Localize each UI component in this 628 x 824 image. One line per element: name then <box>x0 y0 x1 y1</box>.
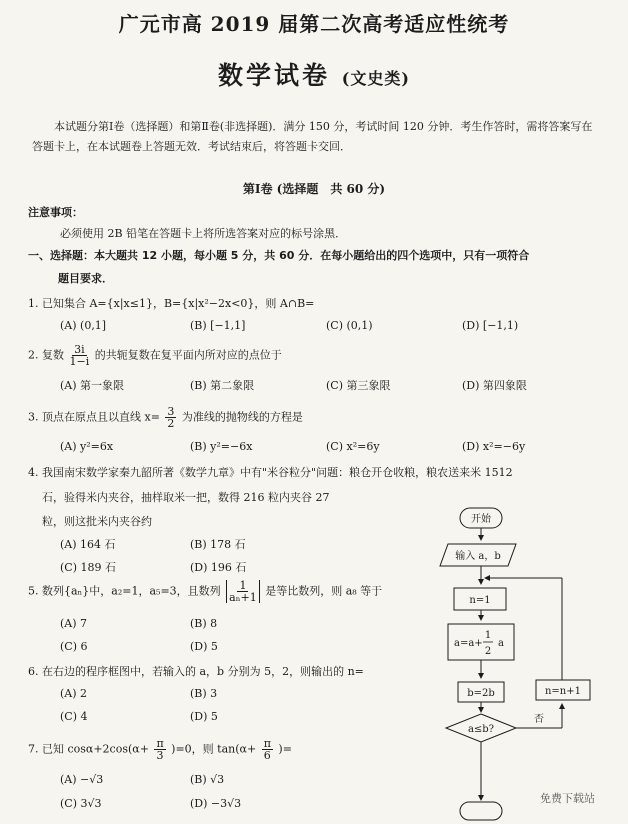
flowchart-decision-label: a≤b? <box>467 724 495 735</box>
notes-text: 必须使用 2B 铅笔在答题卡上将所选答案对应的标号涂黑． <box>60 227 347 240</box>
flowchart-step-a-den: 2 <box>484 646 492 657</box>
q5-pre: 5. 数列{aₙ}中，a₂=1，a₅=3，且数列 <box>28 584 221 598</box>
q5-option-c: (C) 6 <box>60 640 88 653</box>
flowchart-no-label: 否 <box>534 714 544 725</box>
q7-fraction-1 <box>154 738 165 761</box>
subtitle-main: 数学试卷 <box>218 61 331 90</box>
question-1: 1. 已知集合 A={x|x≤1}，B={x|x²−2x<0}，则 A∩B= <box>28 297 315 310</box>
q4-option-c: (C) 189 石 <box>60 561 116 574</box>
q7-fraction-2 <box>262 738 273 761</box>
q2-pre: 2. 复数 <box>28 348 64 362</box>
flowchart-step-b-label: b=2b <box>467 688 495 699</box>
exam-intro: 本试题分第Ⅰ卷（选择题）和第Ⅱ卷(非选择题)．满分 150 分，考试时间 120 分钟．考生作答时，需将答案写在答题卡上，在本试题卷上答题无效．考试结束后，将答题卡交回． <box>32 120 593 153</box>
q3-denominator: 2 <box>167 417 175 430</box>
q3-post: 为准线的抛物线的方程是 <box>181 410 303 424</box>
question-7 <box>28 738 292 761</box>
q7-option-a: (A) −√3 <box>60 773 104 786</box>
q3-option-a: (A) y²=6x <box>60 440 114 453</box>
q3-fraction <box>165 406 176 429</box>
q6-option-b: (B) 3 <box>190 687 218 700</box>
q5-option-a: (A) 7 <box>60 617 88 630</box>
exam-subtitle <box>0 56 628 92</box>
flowchart-end-terminal <box>460 802 502 820</box>
watermark-text: 免费下载站 <box>540 792 595 805</box>
question-3 <box>28 406 303 429</box>
q7-pre: 7. 已知 cosα+2cos(α+ <box>28 742 149 756</box>
program-flowchart <box>430 500 600 824</box>
part1-line1: 一、选择题：本大题共 12 小题，每小题 5 分，共 60 分．在每小题给出的四个选项中，只有一项符合 <box>28 249 530 262</box>
q7-denominator-1: 3 <box>156 749 164 762</box>
q2-denominator: 1−i <box>69 355 90 368</box>
q2-option-b: (B) 第二象限 <box>190 379 255 392</box>
exam-title: 广元市高 2019 届第二次高考适应性统考 <box>118 12 510 36</box>
q7-option-d: (D) −3√3 <box>190 797 242 810</box>
q5-option-b: (B) 8 <box>190 617 218 630</box>
q2-post: 的共轭复数在复平面内所对应的点位于 <box>94 348 282 362</box>
question-4-line-3: 粒，则这批米内夹谷约 <box>42 515 152 528</box>
q2-fraction <box>70 344 90 367</box>
q3-option-d: (D) x²=−6y <box>462 440 526 453</box>
q4-option-d: (D) 196 石 <box>190 561 247 574</box>
q7-numerator-2: π <box>263 737 271 750</box>
q5-post: 是等比数列，则 a₈ 等于 <box>265 584 383 598</box>
q7-mid: )=0，则 tan(α+ <box>171 742 257 756</box>
subtitle-tag: (文史类) <box>341 69 410 88</box>
q7-denominator-2: 6 <box>263 749 271 762</box>
q2-numerator: 3i <box>74 343 85 356</box>
q7-option-c: (C) 3√3 <box>60 797 102 810</box>
q7-option-b: (B) √3 <box>190 773 225 786</box>
flowchart-step-a-label: a=a+ <box>454 638 483 649</box>
q4-option-a: (A) 164 石 <box>60 538 116 551</box>
flowchart-step-a-tail: a <box>498 638 504 649</box>
q5-option-d: (D) 5 <box>190 640 218 653</box>
q2-option-d: (D) 第四象限 <box>462 379 527 392</box>
section-title: 第Ⅰ卷 (选择题 共 60 分) <box>242 182 386 196</box>
q3-option-b: (B) y²=−6x <box>190 440 253 453</box>
q7-numerator-1: π <box>156 737 164 750</box>
question-6: 6. 在右边的程序框图中，若输入的 a，b 分别为 5，2，则输出的 n= <box>28 665 364 678</box>
q5-fraction <box>226 580 260 603</box>
flowchart-input-label: 输入 a，b <box>455 551 501 562</box>
flowchart-increment-label: n=n+1 <box>544 686 582 697</box>
q1-option-c: (C) (0,1) <box>326 319 373 332</box>
q5-denominator: aₙ+1 <box>229 591 257 604</box>
q3-numerator: 3 <box>167 405 175 418</box>
q6-option-d: (D) 5 <box>190 710 218 723</box>
question-4-line-2: 石，验得米内夹谷，抽样取米一把，数得 216 粒内夹谷 27 <box>42 491 330 504</box>
q6-option-c: (C) 4 <box>60 710 88 723</box>
q2-option-a: (A) 第一象限 <box>60 379 125 392</box>
notes-heading: 注意事项： <box>28 206 83 219</box>
q2-option-c: (C) 第三象限 <box>326 379 391 392</box>
q4-option-b: (B) 178 石 <box>190 538 246 551</box>
q6-option-a: (A) 2 <box>60 687 88 700</box>
question-4-line-1: 4. 我国南宋数学家秦九韶所著《数学九章》中有"米谷粒分"问题：粮仓开仓收粮，粮农送来米 1512 <box>28 466 513 479</box>
q5-numerator: 1 <box>239 579 247 592</box>
flowchart-start-label: 开始 <box>471 514 491 525</box>
question-2 <box>28 344 282 367</box>
q1-option-d: (D) [−1,1) <box>462 319 519 332</box>
q3-option-c: (C) x²=6y <box>326 440 380 453</box>
question-5 <box>28 580 382 603</box>
q3-pre: 3. 顶点在原点且以直线 x= <box>28 410 160 424</box>
part1-line2: 题目要求． <box>58 272 113 285</box>
q1-option-a: (A) (0,1] <box>60 319 107 332</box>
q1-option-b: (B) [−1,1] <box>190 319 246 332</box>
q7-post: )= <box>278 742 292 756</box>
flowchart-step-a-num: 1 <box>484 630 492 641</box>
flowchart-init-label: n=1 <box>469 595 491 606</box>
